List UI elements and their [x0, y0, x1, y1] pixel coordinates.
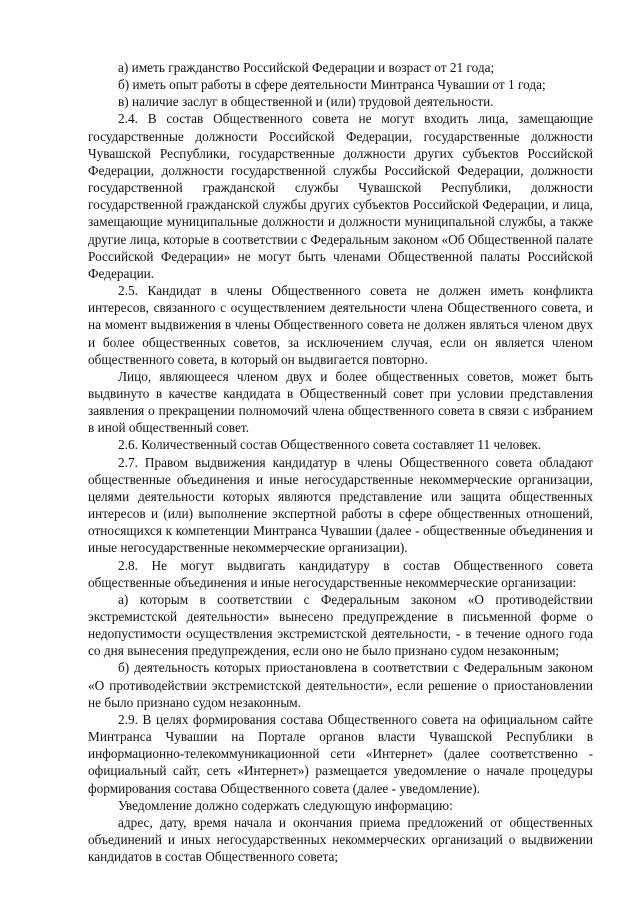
paragraph-2-5: 2.5. Кандидат в члены Общественного совета не должен иметь конфликта интересов, связанного с осуществлением деятельности члена Общественного совета, и на момент выдвижения в члены Общественного совета не должен являться членом двух и более общественных советов, за исключением случая, если он является членом общественного совета, в который он выдвигается повторно.	[88, 283, 593, 367]
paragraph-notice-contents: Уведомление должно содержать следующую информацию:	[118, 797, 453, 813]
paragraph-merits: в) наличие заслуг в общественной и (или) трудовой деятельности.	[118, 94, 494, 110]
paragraph-notice-address: адрес, дату, время начала и окончания приема предложений от общественных объединений и иных негосударственных некоммерческих организаций о выдвижении кандидатов в состав Общественного совета;	[88, 814, 593, 865]
paragraph-2-8-a: а) которым в соответствии с Федеральным законом «О противодействии экстремистской деятельности» вынесено предупреждение в письменной форме о недопустимости осуществления экстремистской деятельности, - в течение одного года со дня вынесения предупреждения, если оно не было признано судом незаконным;	[88, 591, 593, 659]
document-body	[88, 59, 593, 865]
paragraph-2-8-b: б) деятельность которых приостановлена в соответствии с Федеральным законом «О противодействии экстремистской деятельности», если решение о приостановлении не было признано судом незаконным.	[88, 660, 593, 710]
paragraph-2-6: 2.6. Количественный состав Общественного совета составляет 11 человек.	[118, 437, 542, 453]
paragraph-work-experience: б) иметь опыт работы в сфере деятельности Минтранса Чувашии от 1 года;	[118, 77, 546, 93]
paragraph-2-9: 2.9. В целях формирования состава Общественного совета на официальном сайте Минтранса Чувашии на Портале органов власти Чувашской Республики в информационно-телекоммуникационной сети «Интернет» (далее соответственно - официальный сайт, сеть «Интернет») размещается уведомление о начале процедуры формирования состава Общественного совета (далее - уведомление).	[88, 711, 593, 796]
paragraph-2-7: 2.7. Правом выдвижения кандидатур в члены Общественного совета обладают общественные объединения и иные негосударственные некоммерческие организации, целями деятельности которых являются представление или защита общественных интересов и (или) выполнение экспертной работы в сфере общественных отношений, относящихся к компетенции Минтранса Чувашии (далее - общественные объединения и иные негосударственные некоммерческие организации).	[88, 454, 593, 556]
paragraph-citizenship: а) иметь гражданство Российской Федерации и возраст от 21 года;	[118, 60, 495, 75]
paragraph-dual-membership: Лицо, являющееся членом двух и более общественных советов, может быть выдвинуто в качестве кандидата в Общественный совет при условии представления заявления о прекращении полномочий члена общественного совета в связи с избранием в иной общественный совет.	[88, 368, 593, 436]
paragraph-2-4: 2.4. В состав Общественного совета не могут входить лица, замещающие государственные должности Российской Федерации, государственные должности Чувашской Республики, государственные должности других субъектов Российской Федерации, должности государственной службы Российской Федерации, должности государственной гражданской службы Чувашской Республики, должности государственной гражданской службы других субъектов Российской Федерации, и лица, замещающие муниципальные должности и должности муниципальной службы, а также другие лица, которые в соответствии с Федеральным законом «Об Общественной палате Российской Федерации» не могут быть членами Общественной палаты Российской Федерации.	[88, 111, 593, 281]
paragraph-2-8: 2.8. Не могут выдвигать кандидатуру в состав Общественного совета общественные объединения и иные негосударственные некоммерческие организации:	[88, 557, 593, 590]
